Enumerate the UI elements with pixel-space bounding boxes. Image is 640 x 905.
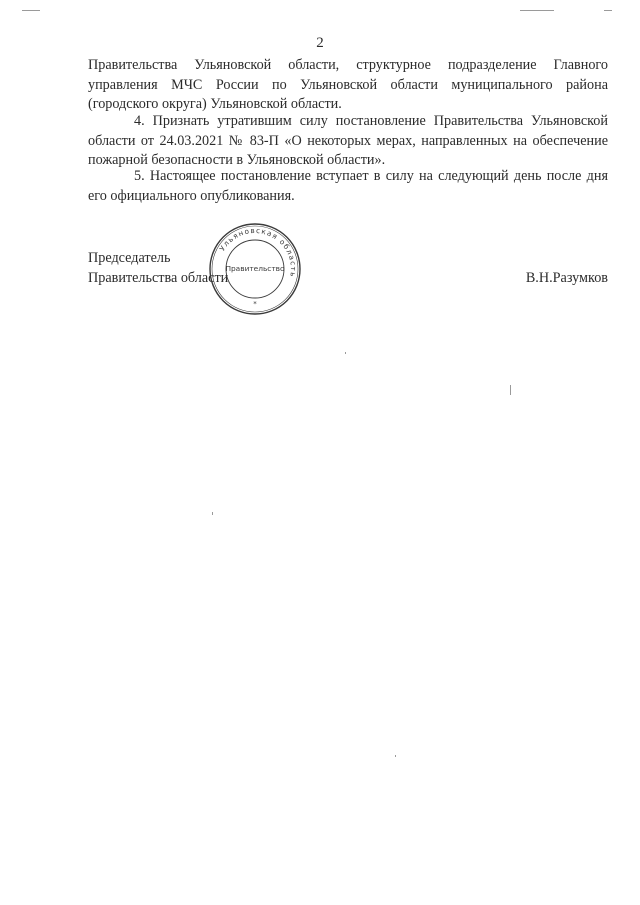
signatory-title-line2: Правительства области: [88, 269, 229, 286]
official-seal-stamp: [208, 222, 302, 316]
scan-artifact: [212, 512, 213, 515]
signature-block: [88, 249, 608, 288]
seal-ring-text: Ульяновская область: [217, 225, 299, 279]
page-number: 2: [316, 35, 324, 51]
scan-artifact: [510, 385, 511, 395]
signatory-name: В.Н.Разумков: [525, 269, 608, 286]
scan-artifact: [395, 755, 396, 757]
signatory-title-line1: Председатель: [88, 250, 171, 266]
scan-artifact: [604, 10, 612, 11]
svg-text:*: *: [253, 300, 257, 308]
scan-artifact: [345, 352, 346, 354]
seal-center-text: Правительство: [225, 264, 285, 273]
paragraph-item-4: 4. Признать утратившим силу постановление Правительства Ульяновской области от 24.03.2021 № 83-П «О некоторых мерах, направленных на обеспечение пожарной безопасности в Ульяновской области».: [88, 113, 608, 168]
scan-artifact: [22, 10, 40, 11]
scan-artifact: [520, 10, 554, 11]
paragraph-item-5: 5. Настоящее постановление вступает в силу на следующий день после дня его официального опубликования.: [88, 168, 608, 204]
paragraph-continuation: Правительства Ульяновской области, структурное подразделение Главного управления МЧС России по Ульяновской области муниципального района (городского округа) Ульяновской области.: [88, 57, 608, 112]
